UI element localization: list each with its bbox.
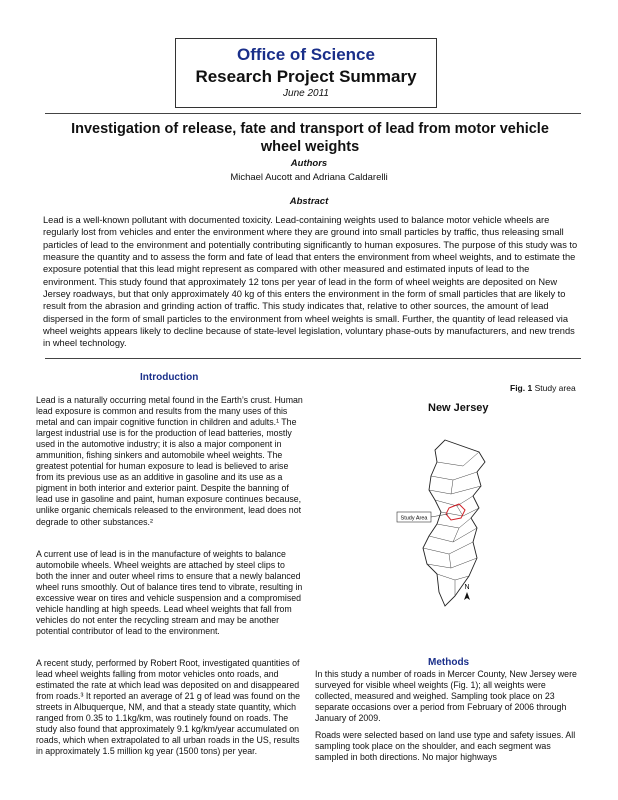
new-jersey-map: [393, 396, 543, 634]
summary-title: Research Project Summary: [195, 67, 417, 86]
figure-caption-text: Study area: [534, 383, 576, 393]
introduction-heading: Introduction: [140, 372, 199, 383]
abstract-heading: Abstract: [289, 196, 329, 207]
introduction-paragraph-1: Lead is a naturally occurring metal found in the Earth’s crust. Human lead exposure is common and results from the many uses of this metal and can impair cognitive function in children and adults.¹ The largest industrial use is for the production of lead batteries, mostly used in the automotive industry; it is also a major component in ammunition, fishing sinkers and automobile wheel weights. The greatest potential for human exposure to lead is believed to arise from its previous use as an additive in gasoline and its use as a pigment in both interior and exterior paint. Despite the banning of lead use in gasoline and paint, human exposure continues because, unlike organic chemicals released to the environment, lead does not degrade to other substances.²: [36, 395, 303, 527]
study-area-label: Study Area: [400, 515, 428, 522]
top-divider: [45, 113, 581, 114]
introduction-paragraph-3: A recent study, performed by Robert Root, investigated quantities of lead wheel weights falling from motor vehicles onto roads, and estimated the rate at which lead was deposited on and disappeared from roads.³ It reported an average of 21 g of lead was found on the streets in Albuquerque, NM, and that a steady state quantity, which ranged from 0.35 to 1.1kg/km, was routinely found on roads. The study also found that approximately 9.1 kg/km/year accumulated on roads, which when extrapolated to all urban roads in the US, results in approximately 1.5 million kg year (1500 tons) per year.: [36, 658, 301, 757]
header-box: [175, 38, 437, 108]
authors-heading: Authors: [290, 158, 328, 169]
figure-label: Fig. 1: [510, 383, 533, 393]
introduction-paragraph-2: A current use of lead is in the manufacture of weights to balance automobile wheels. Wheel weights are attached by steel clips to both the inner and outer wheel rims to ensure that a newly balanced wheel runs smoothly. Out of balance tires tend to vibrate, resulting in excessive wear on tires and vehicle suspension and a compromised vehicle handling at high speeds. Lead wheel weights that fall from vehicles do not enter the recycling stream and may be another potential contributor of lead to the environment.: [36, 549, 303, 637]
office-title: Office of Science: [237, 45, 375, 64]
abstract-text: Lead is a well-known pollutant with documented toxicity. Lead-containing weights used to balance motor vehicle wheels are regularly lost from vehicles and enter the environment where they are ground into small particles by traffic, thus releasing small particles of lead to the environment and potentially contributing significantly to human exposures. The purpose of this study was to measure the quantity and to assess the form and fate of lead that enters the environment from wheel weights, and to estimate the exposure potential that this lead might represent as compared with other measured and estimated inputs of lead to the environment. This study found that approximately 12 tons per year of lead in the form of wheel weights are deposited on New Jersey roadways, but that only approximately 40 kg of this enters the environment in the form of small particles that are likely to result from the abrasion and grinding action of traffic. This study indicates that, relative to other sources, the amount of lead dispersed in the form of small particles to the environment from wheel weights is small. Further, the quantity of lead released via wheel weights appears likely to decline because of state-level legislation, voluntary phase-outs by manufacturers, and new trends in wheel technology.: [43, 215, 578, 349]
publication-date: June 2011: [283, 88, 329, 99]
methods-paragraph-1: In this study a number of roads in Mercer County, New Jersey were surveyed for visible wheel weights (Fig. 1); all weights were collected, measured and weighed. Sampling took place on 23 separate occasions over a period from February of 2006 through January of 2009.: [315, 669, 577, 724]
authors: Michael Aucott and Adriana Caldarelli: [230, 172, 388, 183]
paper-title: Investigation of release, fate and transport of lead from motor vehicle wheel weights: [71, 121, 549, 155]
north-arrow: [464, 592, 470, 600]
state-outline: [423, 440, 485, 606]
north-label: N: [464, 584, 470, 591]
map-title: New Jersey: [428, 402, 489, 414]
abstract-divider: [45, 358, 581, 359]
methods-paragraph-2: Roads were selected based on land use type and safety issues. All sampling took place on the shoulder, and each segment was sampled in both directions. No major highways: [315, 730, 576, 763]
figure-caption: [510, 383, 576, 393]
methods-heading: Methods: [428, 657, 470, 668]
